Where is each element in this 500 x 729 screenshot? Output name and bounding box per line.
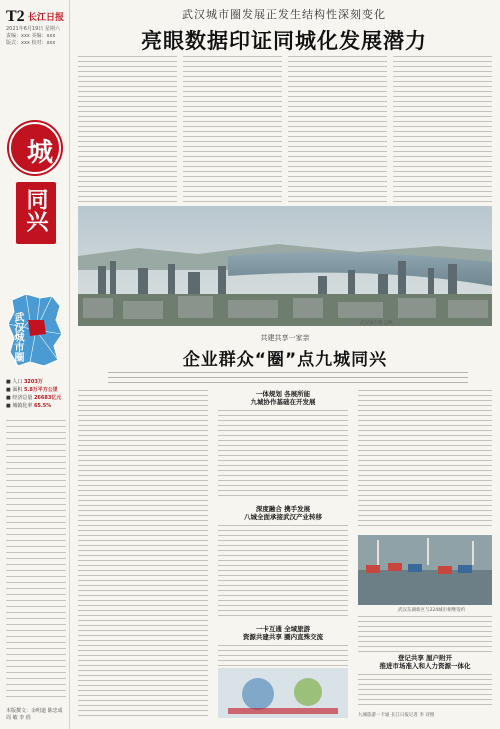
middle-headline: 企业群众“圈”点九城同兴 — [182, 350, 388, 370]
badge-stack — [16, 182, 56, 244]
section-heading: 一体规划 各展所能 九城协作基础在开发展 — [250, 390, 316, 406]
text-column — [78, 56, 177, 204]
text-column — [393, 56, 492, 204]
text-column — [183, 56, 282, 204]
stat-row: ■ 面积 5.8万平方公里 — [6, 387, 58, 393]
port-photo — [358, 535, 492, 605]
caption: 九城旅游一卡通 长江日报记者 李 诗摄 — [358, 713, 435, 718]
city-panorama-photo — [78, 206, 492, 326]
lower-article — [78, 390, 492, 722]
text-column — [218, 525, 348, 620]
top-kicker: 武汉城市圈发展正发生结构性深刻变化 — [182, 8, 386, 21]
region-map — [6, 290, 64, 370]
section-heading: 登记共享 厘户附开 推进市场准入和人力资源一体化 — [379, 654, 471, 670]
text-column — [358, 616, 492, 652]
badge-circle — [9, 122, 61, 174]
middle-kicker: 共建共享一家亲 — [260, 334, 310, 342]
sidebar — [0, 0, 70, 729]
top-headline: 亮眼数据印证同城化发展潜力 — [141, 29, 427, 53]
stat-row: ■ 城镇化率 65.5% — [6, 403, 52, 409]
sidebar-body-text — [6, 420, 66, 700]
section-badge — [6, 122, 64, 282]
section-heading: 一卡互通 全域旅游 资源共建共享 圈内直殊交流 — [242, 625, 324, 641]
meta-line: 版式：xxx 校对：xxx — [6, 40, 56, 46]
meta-line: 2021年6月19日 星期六 — [6, 26, 60, 32]
masthead: 长江日报 — [28, 13, 65, 23]
badge-stack-text: 同兴 — [23, 188, 49, 232]
top-article-columns — [78, 56, 492, 204]
tourism-card-photo — [218, 668, 348, 718]
top-headline-block — [74, 6, 494, 55]
tourism-card-image — [218, 668, 348, 718]
stat-row: ■ 经济总量 26683亿元 — [6, 395, 62, 401]
text-column — [358, 390, 492, 530]
map-label: 武汉城市圈 — [12, 312, 23, 362]
byline: 本版撰文：余明道 陈忠成 周 敏 李 俏 — [6, 708, 63, 721]
meta-line: 责编：xxx 美编：xxx — [6, 33, 56, 39]
text-column — [288, 56, 387, 204]
skyline-image — [78, 206, 492, 326]
page-number: T2 — [6, 8, 25, 25]
badge-character: 城 — [27, 138, 54, 168]
edition-meta — [6, 26, 66, 47]
caption: 武汉东湖新区与224城市相继签约 — [398, 608, 466, 613]
text-column — [78, 390, 208, 720]
photo-caption: 武汉城市圈 远眺 — [360, 321, 393, 326]
text-column — [218, 410, 348, 500]
lead-paragraph — [108, 372, 468, 386]
stat-row: ■ 人口 3203万 — [6, 379, 43, 385]
section-heading: 深度融合 携手发展 八城全面承接武汉产业转移 — [244, 505, 322, 521]
text-column — [358, 674, 492, 708]
port-image — [358, 535, 492, 605]
stats-box — [6, 378, 66, 410]
